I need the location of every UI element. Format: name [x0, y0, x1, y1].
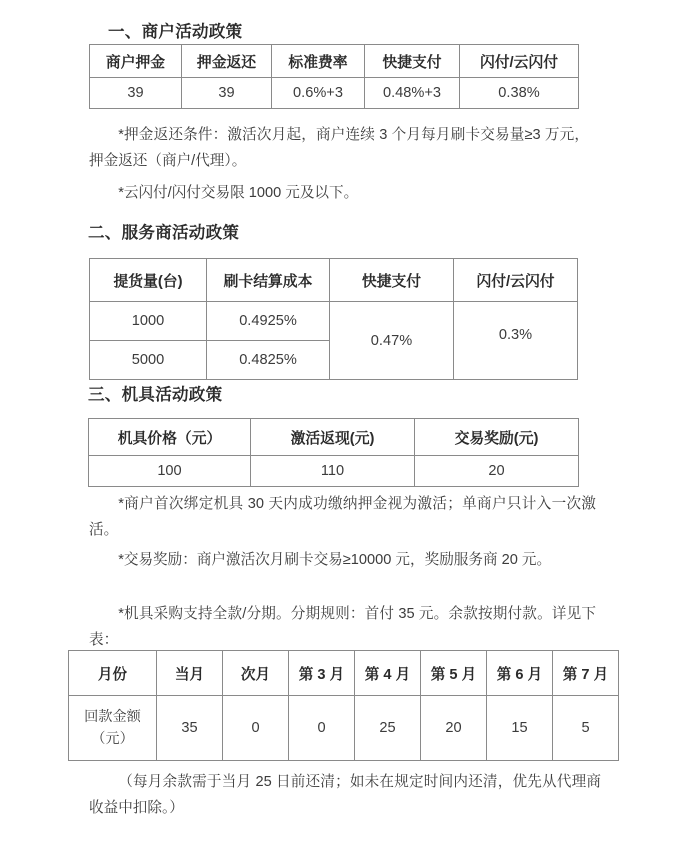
col-header-month-next: 次月 [223, 651, 289, 696]
col-header-pickup-volume: 提货量(台) [90, 259, 207, 302]
col-header-month: 月份 [69, 651, 157, 696]
note-deposit-refund-condition: *押金返还条件：激活次月起，商户连续 3 个月每月刷卡交易量≥3 万元，押金返还（商户/代理）。 [89, 127, 589, 169]
col-header-quick-pay: 快捷支付 [330, 259, 454, 302]
col-header-settlement-cost: 刷卡结算成本 [207, 259, 330, 302]
cell-merchant-deposit: 39 [90, 78, 182, 109]
col-header-month-7: 第 7 月 [553, 651, 619, 696]
cell-deposit-refund: 39 [182, 78, 272, 109]
cell-device-price: 100 [89, 456, 251, 487]
table-row [89, 456, 579, 487]
table-row [69, 696, 619, 761]
cell-flash-pay: 0.38% [460, 78, 579, 109]
col-header-flash-pay: 闪付/云闪付 [460, 45, 579, 78]
table-header-row [89, 419, 579, 456]
section-heading-merchant: 一、商户活动政策 [108, 23, 243, 41]
col-header-month-5: 第 5 月 [421, 651, 487, 696]
col-header-month-3: 第 3 月 [289, 651, 355, 696]
section-heading-agent: 二、服务商活动政策 [88, 224, 240, 242]
table-header-row [90, 259, 578, 302]
table-row [90, 302, 578, 341]
cell-repayment-6: 15 [487, 696, 553, 761]
col-header-device-price: 机具价格（元） [89, 419, 251, 456]
cell-repayment-4: 25 [355, 696, 421, 761]
cell-repayment-next: 0 [223, 696, 289, 761]
table-row [90, 78, 579, 109]
cell-repayment-5: 20 [421, 696, 487, 761]
col-header-activation-cashback: 激活返现(元) [251, 419, 415, 456]
col-header-month-current: 当月 [157, 651, 223, 696]
note-activation-definition: *商户首次绑定机具 30 天内成功缴纳押金视为激活；单商户只计入一次激活。 [89, 496, 596, 538]
installment-schedule-table [68, 650, 619, 761]
row-label-repayment-amount [69, 696, 157, 761]
note-transaction-reward: *交易奖励：商户激活次月刷卡交易≥10000 元，奖励服务商 20 元。 [118, 552, 552, 568]
cell-quick-pay: 0.48%+3 [365, 78, 460, 109]
cell-repayment-7: 5 [553, 696, 619, 761]
col-header-transaction-reward: 交易奖励(元) [415, 419, 579, 456]
cell-transaction-reward: 20 [415, 456, 579, 487]
table-header-row [69, 651, 619, 696]
cell-settlement-cost-1000: 0.4925% [207, 302, 330, 341]
merchant-policy-table [89, 44, 579, 109]
col-header-merchant-deposit: 商户押金 [90, 45, 182, 78]
cell-flash-pay-merged: 0.3% [454, 302, 578, 380]
row-label-line1: 回款金额 [84, 709, 141, 725]
agent-policy-table [89, 258, 578, 380]
footer-note: （每月余款需于当月 25 日前还清；如未在规定时间内还清，优先从代理商收益中扣除。） [89, 774, 601, 816]
cell-quick-pay-merged: 0.47% [330, 302, 454, 380]
col-header-deposit-refund: 押金返还 [182, 45, 272, 78]
col-header-standard-rate: 标准费率 [272, 45, 365, 78]
cell-repayment-3: 0 [289, 696, 355, 761]
section-heading-device: 三、机具活动政策 [88, 386, 223, 404]
cell-activation-cashback: 110 [251, 456, 415, 487]
table-header-row [90, 45, 579, 78]
col-header-month-4: 第 4 月 [355, 651, 421, 696]
note-flashpay-limit: *云闪付/闪付交易限 1000 元及以下。 [118, 185, 359, 201]
cell-settlement-cost-5000: 0.4825% [207, 341, 330, 380]
cell-standard-rate: 0.6%+3 [272, 78, 365, 109]
col-header-month-6: 第 6 月 [487, 651, 553, 696]
row-label-line2: （元） [91, 731, 134, 747]
cell-pickup-volume-1000: 1000 [90, 302, 207, 341]
cell-pickup-volume-5000: 5000 [90, 341, 207, 380]
col-header-quick-pay: 快捷支付 [365, 45, 460, 78]
cell-repayment-current: 35 [157, 696, 223, 761]
note-installment-rule: *机具采购支持全款/分期。分期规则：首付 35 元。余款按期付款。详见下表： [89, 606, 596, 648]
col-header-flash-pay: 闪付/云闪付 [454, 259, 578, 302]
device-policy-table [88, 418, 579, 487]
